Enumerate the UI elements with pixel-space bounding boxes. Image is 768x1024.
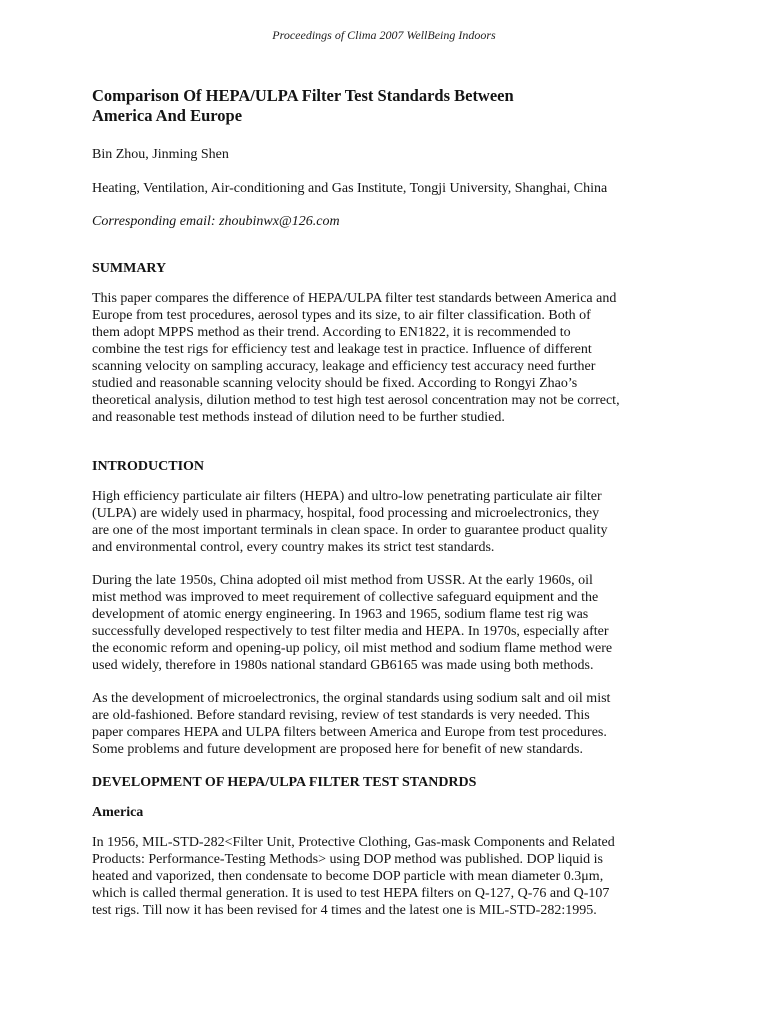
- running-head: Proceedings of Clima 2007 WellBeing Indoors: [272, 28, 496, 42]
- text-line: During the late 1950s, China adopted oil mist method from USSR. At the early 1960s, oil: [92, 573, 593, 588]
- text-line: development of atomic energy engineering. In 1963 and 1965, sodium flame test rig was: [92, 607, 589, 622]
- text-line: are old-fashioned. Before standard revising, review of test standards is very needed. This: [92, 708, 590, 723]
- text-line: used widely, therefore in 1980s national standard GB6165 was made using both methods.: [92, 658, 594, 673]
- intro-paragraph-2: [92, 572, 682, 674]
- text-line: are one of the most important terminals in clean space. In order to guarantee product quality: [92, 523, 608, 538]
- section-heading-introduction: INTRODUCTION: [92, 459, 205, 474]
- title-line: America And Europe: [92, 106, 243, 125]
- text-line: and reasonable test methods instead of dilution need to be further studied.: [92, 410, 505, 425]
- text-line: the economic reform and opening-up policy, oil mist method and sodium flame method were: [92, 641, 613, 656]
- summary-paragraph: [92, 290, 682, 426]
- text-line: successfully developed respectively to test filter media and HEPA. In 1970s, especially after: [92, 624, 609, 639]
- title-line: Comparison Of HEPA/ULPA Filter Test Standards Between: [92, 86, 514, 105]
- text-line: High efficiency particulate air filters (HEPA) and ultro-low penetrating particulate air filter: [92, 489, 602, 504]
- text-line: In 1956, MIL-STD-282<Filter Unit, Protective Clothing, Gas-mask Components and Related: [92, 835, 615, 850]
- text-line: them adopt MPPS method as their trend. According to EN1822, it is recommended to: [92, 325, 571, 340]
- text-line: Some problems and future development are proposed here for benefit of new standards.: [92, 742, 584, 757]
- text-line: combine the test rigs for efficiency test and leakage test in practice. Influence of different: [92, 342, 592, 357]
- paper-title: [92, 86, 682, 126]
- intro-paragraph-3: [92, 690, 682, 758]
- intro-paragraph-1: [92, 488, 682, 556]
- text-line: Europe from test procedures, aerosol types and its size, to air filter classification. Both of: [92, 308, 591, 323]
- authors: Bin Zhou, Jinming Shen: [92, 147, 229, 162]
- text-line: test rigs. Till now it has been revised for 4 times and the latest one is MIL-STD-282:1995.: [92, 903, 597, 918]
- america-paragraph: [92, 834, 682, 919]
- corresponding-email: Corresponding email: zhoubinwx@126.com: [92, 214, 340, 229]
- text-line: and environmental control, every country makes its strict test standards.: [92, 540, 495, 555]
- text-line: which is called thermal generation. It is used to test HEPA filters on Q-127, Q-76 and Q-107: [92, 886, 610, 901]
- text-line: This paper compares the difference of HEPA/ULPA filter test standards between America and: [92, 291, 617, 306]
- section-heading-summary: SUMMARY: [92, 261, 167, 276]
- subsection-heading-america: America: [92, 805, 144, 820]
- text-line: Products: Performance-Testing Methods> using DOP method was published. DOP liquid is: [92, 852, 604, 867]
- text-line: paper compares HEPA and ULPA filters between America and Europe from test procedures.: [92, 725, 607, 740]
- article-body: [92, 86, 682, 935]
- text-line: As the development of microelectronics, the orginal standards using sodium salt and oil mist: [92, 691, 611, 706]
- text-line: scanning velocity on sampling accuracy, leakage and efficiency test accuracy need further: [92, 359, 596, 374]
- text-line: (ULPA) are widely used in pharmacy, hospital, food processing and microelectronics, they: [92, 506, 600, 521]
- text-line: theoretical analysis, dilution method to test high test aerosol concentration may not be correct,: [92, 393, 620, 408]
- text-line: mist method was improved to meet requirement of collective safeguard equipment and the: [92, 590, 599, 605]
- text-line: studied and reasonable scanning velocity should be fixed. According to Rongyi Zhao’s: [92, 376, 578, 391]
- affiliation: Heating, Ventilation, Air-conditioning and Gas Institute, Tongji University, Shanghai, China: [92, 181, 608, 196]
- section-heading-development: DEVELOPMENT OF HEPA/ULPA FILTER TEST STANDRDS: [92, 775, 477, 790]
- text-line: heated and vaporized, then condensate to become DOP particle with mean diameter 0.3μm,: [92, 869, 604, 884]
